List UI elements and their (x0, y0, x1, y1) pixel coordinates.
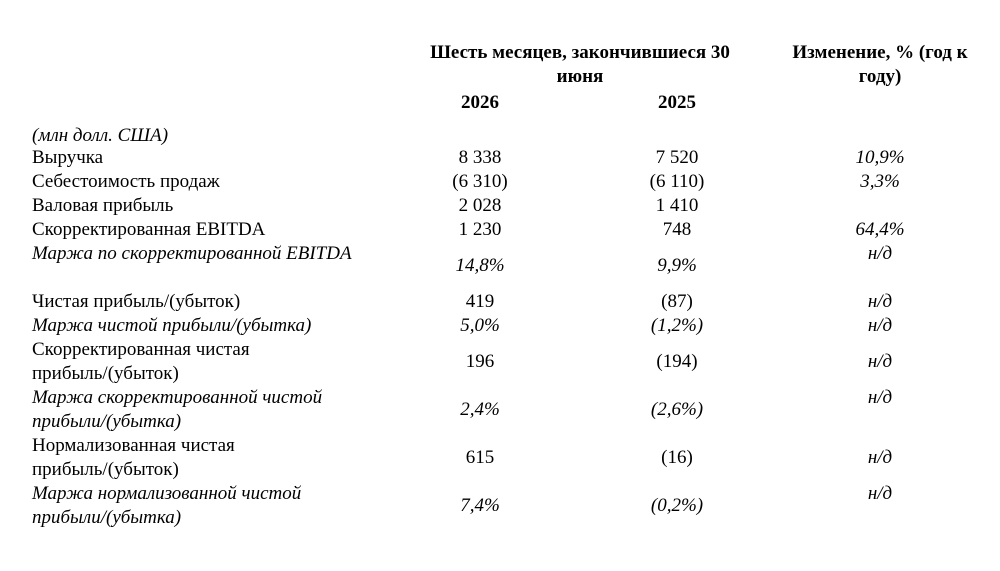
change-value: н/д (867, 315, 893, 336)
row-label: Нормализованная чистая прибыль/(убыток) (32, 435, 235, 480)
value-2026: 14,8% (455, 255, 505, 276)
table-row (0, 314, 1000, 338)
change-value: н/д (867, 447, 893, 468)
value-2026: 7,4% (460, 495, 500, 516)
table-row (0, 482, 1000, 530)
table-row (0, 338, 1000, 386)
table-row (0, 242, 1000, 290)
row-label: Маржа чистой прибыли/(убытка) (32, 315, 312, 336)
row-label: Скорректированная EBITDA (32, 219, 266, 240)
table-row (0, 218, 1000, 242)
year-2025-header: 2025 (658, 92, 696, 113)
change-value: 64,4% (855, 219, 905, 240)
change-value: 3,3% (860, 171, 900, 192)
change-value: 10,9% (855, 147, 905, 168)
value-2026: 2 028 (458, 195, 502, 216)
value-2025: (1,2%) (650, 315, 704, 336)
value-2025: 7 520 (655, 147, 699, 168)
table-row (0, 386, 1000, 434)
year-2026-header: 2026 (461, 92, 499, 113)
value-2026: 8 338 (458, 147, 502, 168)
value-2026: 2,4% (460, 399, 500, 420)
row-label: Чистая прибыль/(убыток) (32, 291, 241, 312)
table-row (0, 170, 1000, 194)
value-2026: 615 (465, 447, 495, 468)
value-2025: (87) (661, 291, 693, 312)
change-value: н/д (867, 243, 893, 264)
table-row (0, 194, 1000, 218)
value-2025: (6 110) (649, 171, 705, 192)
table-body (0, 146, 1000, 530)
change-value: н/д (867, 483, 893, 504)
value-2026: 5,0% (460, 315, 500, 336)
value-2025: 748 (662, 219, 692, 240)
row-label: Маржа по скорректированной EBITDA (32, 243, 352, 264)
change-header: Изменение, % (год к году) (792, 42, 968, 87)
value-2025: 1 410 (655, 195, 699, 216)
value-2026: (6 310) (452, 171, 508, 192)
table-row (0, 434, 1000, 482)
row-label: Маржа нормализованной чистой прибыли/(убытка) (32, 483, 302, 528)
row-label: Валовая прибыль (32, 195, 174, 216)
change-value: н/д (867, 387, 893, 408)
change-value: н/д (867, 291, 893, 312)
row-label: Выручка (32, 147, 104, 168)
value-2026: 419 (465, 291, 495, 312)
units-label: (млн долл. США) (32, 125, 169, 146)
value-2026: 1 230 (458, 219, 502, 240)
value-2025: (16) (661, 447, 693, 468)
value-2025: (0,2%) (650, 495, 704, 516)
value-2026: 196 (465, 351, 495, 372)
value-2025: 9,9% (657, 255, 697, 276)
row-label: Маржа скорректированной чистой прибыли/(убытка) (32, 387, 323, 432)
table-row (0, 146, 1000, 170)
row-label: Скорректированная чистая прибыль/(убыток) (32, 339, 250, 384)
table-row (0, 290, 1000, 314)
value-2025: (2,6%) (650, 399, 704, 420)
change-value: н/д (867, 351, 893, 372)
value-2025: (194) (656, 351, 698, 372)
period-header: Шесть месяцев, закончившиеся 30 июня (430, 42, 730, 87)
row-label: Себестоимость продаж (32, 171, 220, 192)
